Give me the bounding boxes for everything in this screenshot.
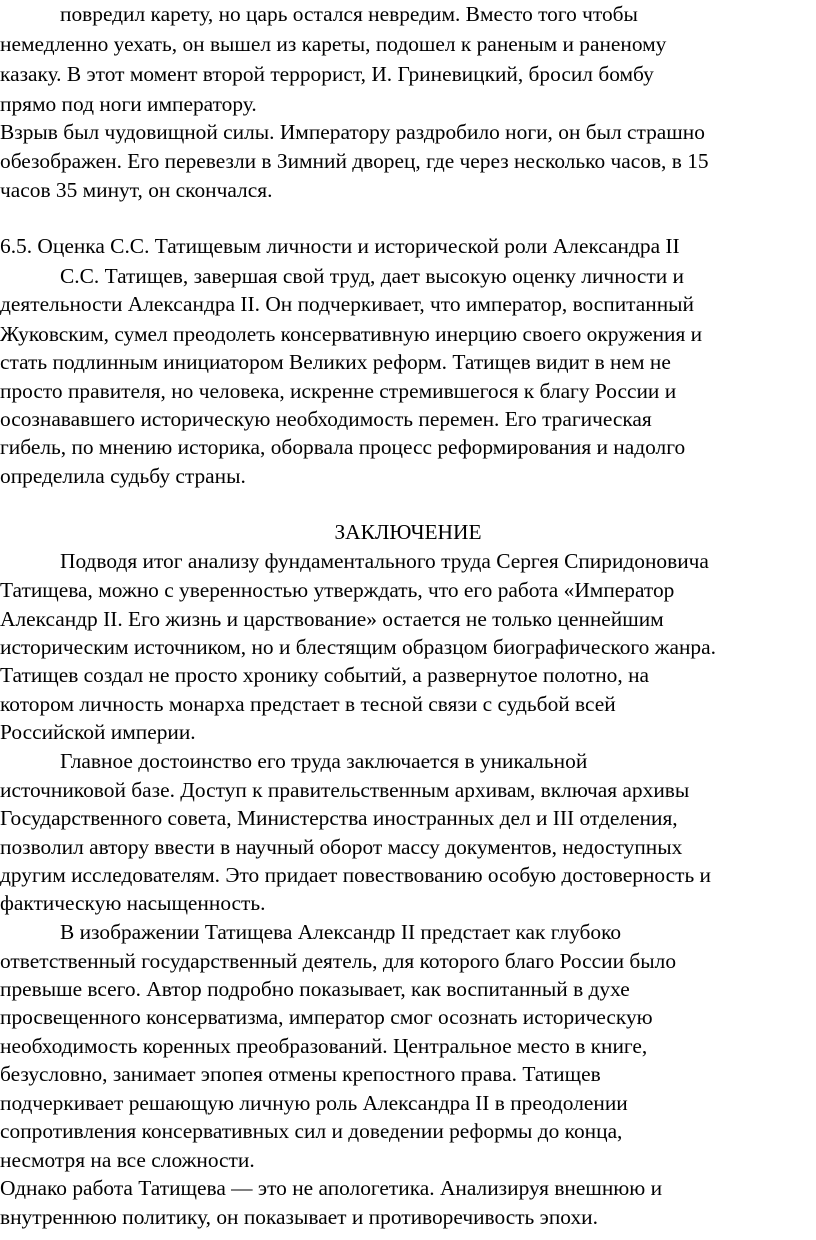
text-line: котором личность монарха предстает в тесной связи с судьбой всей xyxy=(0,692,616,716)
text-line: казаку. В этот момент второй террорист, И. Гриневицкий, бросил бомбу xyxy=(0,62,654,86)
text-line: часов 35 минут, он скончался. xyxy=(0,178,273,202)
text-line: осознававшего историческую необходимость перемен. Его трагическая xyxy=(0,407,652,431)
conclusion-heading: ЗАКЛЮЧЕНИЕ xyxy=(334,520,482,544)
text-line: превыше всего. Автор подробно показывает, как воспитанный в духе xyxy=(0,977,630,1001)
text-line: повредил карету, но царь остался невредим. Вместо того чтобы xyxy=(60,2,638,26)
text-line: источниковой базе. Доступ к правительственным архивам, включая архивы xyxy=(0,778,690,802)
text-line: ответственный государственный деятель, для которого благо России было xyxy=(0,949,677,973)
text-line: Татищев создал не просто хронику событий, а развернутое полотно, на xyxy=(0,663,650,687)
text-line: Александр II. Его жизнь и царствование» остается не только ценнейшим xyxy=(0,607,664,631)
text-line: Подводя итог анализу фундаментального труда Сергея Спиридоновича xyxy=(60,549,709,573)
text-line: В изображении Татищева Александр II предстает как глубоко xyxy=(60,920,622,944)
text-line: сопротивления консервативных сил и доведении реформы до конца, xyxy=(0,1119,623,1143)
text-line: безусловно, занимает эпопея отмены крепостного права. Татищев xyxy=(0,1062,601,1086)
text-line: Взрыв был чудовищной силы. Императору раздробило ноги, он был страшно xyxy=(0,120,705,144)
text-line: Жуковским, сумел преодолеть консервативную инерцию своего окружения и xyxy=(0,322,703,346)
text-line: Однако работа Татищева — это не апологетика. Анализируя внешнюю и xyxy=(0,1176,663,1200)
section-heading: 6.5. Оценка С.С. Татищевым личности и исторической роли Александра II xyxy=(0,234,680,258)
text-line: фактическую насыщенность. xyxy=(0,891,266,915)
text-line: Российской империи. xyxy=(0,720,196,744)
text-line: просвещенного консерватизма, император смог осознать историческую xyxy=(0,1005,653,1029)
text-line: гибель, по мнению историка, оборвала процесс реформирования и надолго xyxy=(0,435,686,459)
text-line: внутреннюю политику, он показывает и противоречивость эпохи. xyxy=(0,1205,598,1229)
text-line: Государственного совета, Министерства иностранных дел и III отделения, xyxy=(0,806,678,830)
text-line: прямо под ноги императору. xyxy=(0,92,257,116)
text-line: деятельности Александра II. Он подчеркивает, что император, воспитанный xyxy=(0,292,694,316)
text-line: немедленно уехать, он вышел из кареты, подошел к раненым и раненому xyxy=(0,32,667,56)
text-line: определила судьбу страны. xyxy=(0,464,246,488)
text-line: необходимость коренных преобразований. Центральное место в книге, xyxy=(0,1034,648,1058)
text-line: другим исследователям. Это придает повествованию особую достоверность и xyxy=(0,863,712,887)
text-line: несмотря на все сложности. xyxy=(0,1148,255,1172)
text-line: обезображен. Его перевезли в Зимний дворец, где через несколько часов, в 15 xyxy=(0,149,709,173)
text-line: С.С. Татищев, завершая свой труд, дает высокую оценку личности и xyxy=(60,264,684,288)
text-line: позволил автору ввести в научный оборот массу документов, недоступных xyxy=(0,835,683,859)
text-line: стать подлинным инициатором Великих реформ. Татищев видит в нем не xyxy=(0,350,671,374)
text-line: Татищева, можно с уверенностью утверждать, что его работа «Император xyxy=(0,578,675,602)
text-line: Главное достоинство его труда заключается в уникальной xyxy=(60,749,588,773)
text-line: историческим источником, но и блестящим образцом биографического жанра. xyxy=(0,635,716,659)
text-line: просто правителя, но человека, искренне стремившегося к благу России и xyxy=(0,379,677,403)
text-line: подчеркивает решающую личную роль Александра II в преодолении xyxy=(0,1091,628,1115)
